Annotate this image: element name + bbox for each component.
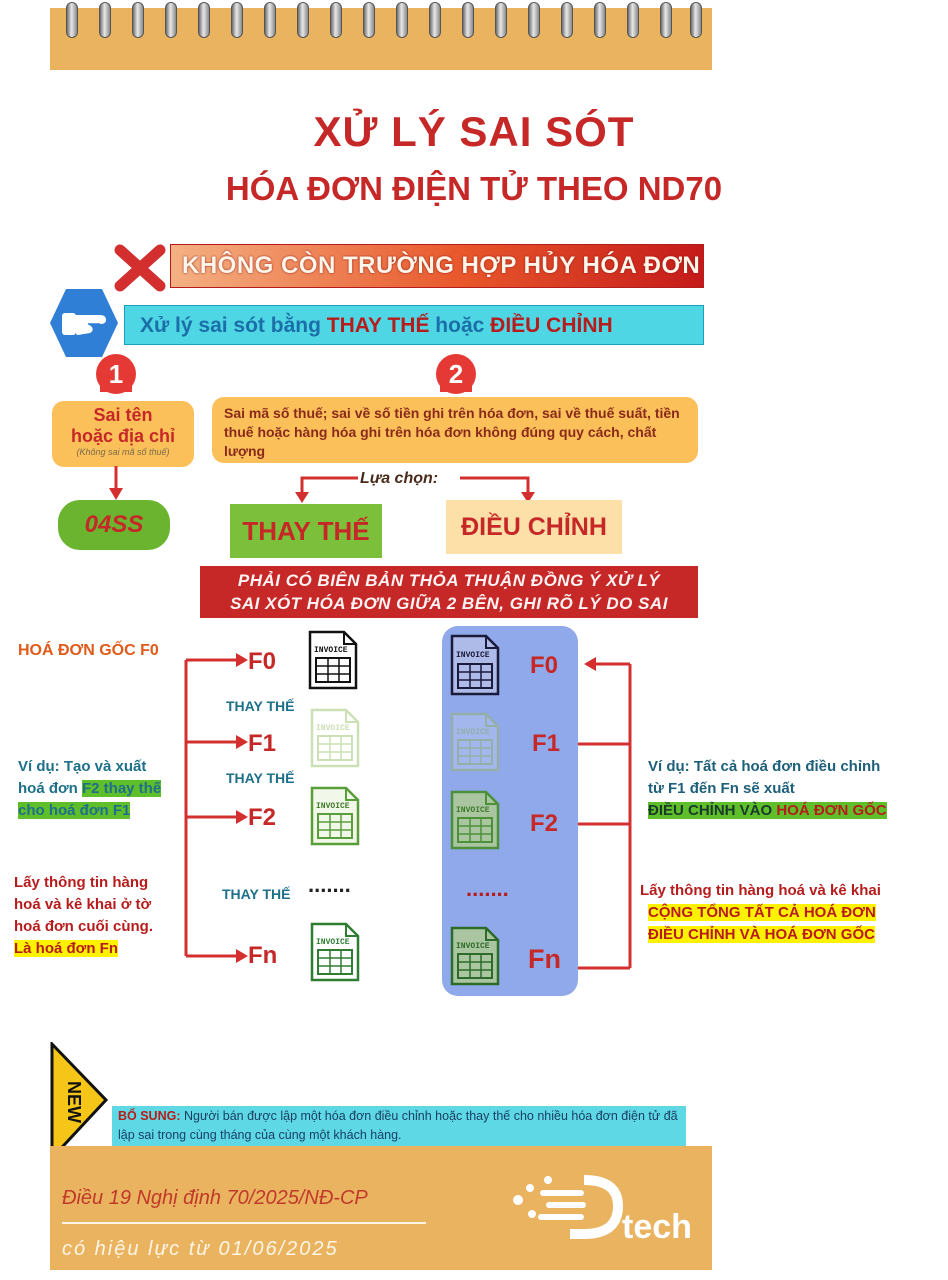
adjust-declare-line3: ĐIỀU CHỈNH VÀ HOÁ ĐƠN GỐC — [648, 926, 875, 943]
method-text — [140, 314, 613, 338]
invoice-icon-text: INVOICE — [316, 938, 350, 947]
spiral-ring-icon — [462, 2, 474, 38]
spiral-ring-icon — [264, 2, 276, 38]
tech-logo-text: tech — [622, 1208, 692, 1246]
spiral-ring-icon — [198, 2, 210, 38]
title-line-2: HÓA ĐƠN ĐIỆN TỬ THEO ND70 — [225, 170, 723, 207]
replace-declare — [14, 872, 153, 960]
case2-number-badge: 2 — [436, 354, 476, 394]
invoice-icon-text: INVOICE — [456, 806, 490, 815]
spiral-ring-icon — [429, 2, 441, 38]
invoice-icon — [308, 630, 358, 695]
spiral-ring-icon — [561, 2, 573, 38]
form-04ss-pill: 04SS — [58, 500, 170, 550]
method-option-adjust: ĐIỀU CHỈNH — [490, 314, 613, 337]
cross-icon — [112, 244, 168, 292]
tech-logo-icon — [500, 1166, 700, 1246]
spiral-ring-icon — [495, 2, 507, 38]
adjust-invoice-f2: F2 — [530, 810, 559, 837]
invoice-icon-text: INVOICE — [456, 651, 490, 660]
invoice-icon-text: INVOICE — [456, 728, 490, 737]
invoice-icon — [450, 634, 500, 701]
replace-declare-line4: Là hoá đơn Fn — [14, 940, 118, 957]
case1-line1: Sai tên — [93, 405, 153, 425]
case2-description: Sai mã số thuế; sai về số tiền ghi trên hóa đơn, sai về thuế suất, tiền thuế hoặc hàng hóa ghi trên hóa đơn không đúng quy cách, chất lượng — [212, 397, 698, 463]
adjust-dots: ....... — [466, 876, 509, 901]
supplement-text — [118, 1107, 688, 1145]
notebook-header — [50, 8, 712, 70]
replace-step-2: THAY THẾ — [226, 770, 295, 786]
agreement-line-1: PHẢI CÓ BIÊN BẢN THỎA THUẬN ĐỒNG Ý XỬ LÝ — [237, 571, 661, 590]
adjust-example — [648, 756, 887, 822]
invoice-icon-text: INVOICE — [316, 724, 350, 733]
supplement-label: BỔ SUNG: — [118, 1109, 181, 1123]
adjust-declare-line1: Lấy thông tin hàng hoá và kê khai — [640, 882, 881, 899]
arrow-down-icon — [106, 466, 126, 502]
invoice-icon-text: INVOICE — [456, 942, 490, 951]
no-cancel-text: KHÔNG CÒN TRƯỜNG HỢP HỦY HÓA ĐƠN — [182, 252, 701, 279]
spiral-ring-icon — [297, 2, 309, 38]
method-option-replace: THAY THẾ — [326, 314, 430, 337]
spiral-ring-icon — [165, 2, 177, 38]
replace-example-highlight: F2 thay thế — [82, 780, 162, 797]
original-arrow-icon — [188, 652, 228, 668]
pointing-hand-icon — [48, 287, 120, 359]
choose-label: Lựa chọn: — [360, 470, 439, 487]
spiral-ring-icon — [690, 2, 702, 38]
adjust-invoice-f1: F1 — [532, 730, 561, 757]
replace-invoice-f0: F0 — [248, 648, 277, 675]
replace-example-line1: Ví dụ: Tạo và xuất — [18, 758, 147, 775]
invoice-icon — [450, 926, 500, 991]
replace-step-3: THAY THẾ — [222, 886, 291, 902]
adjust-flow-arrows — [576, 652, 640, 976]
replace-declare-line3: hoá đơn cuối cùng. — [14, 918, 153, 935]
replace-example — [18, 756, 161, 822]
case1-note: (Không sai mã số thuế) — [76, 447, 170, 457]
spiral-ring-icon — [396, 2, 408, 38]
invoice-icon — [310, 708, 360, 773]
spiral-ring-icon — [66, 2, 78, 38]
adjust-example-line1: Ví dụ: Tất cả hoá đơn điều chỉnh — [648, 758, 881, 775]
replace-dots: ....... — [308, 872, 351, 897]
spiral-ring-icon — [363, 2, 375, 38]
method-connector: hoặc — [429, 314, 491, 337]
adjust-example-line2: từ F1 đến Fn sẽ xuất — [648, 780, 795, 797]
invoice-icon — [310, 786, 360, 851]
invoice-icon — [310, 922, 360, 987]
replace-declare-line1: Lấy thông tin hàng — [14, 874, 149, 891]
invoice-icon — [450, 712, 500, 777]
replace-declare-line2: hoá và kê khai ở tờ — [14, 896, 152, 913]
new-badge-icon — [50, 1042, 108, 1160]
spiral-ring-icon — [330, 2, 342, 38]
spiral-ring-icon — [231, 2, 243, 38]
replace-invoice-f2: F2 — [248, 804, 277, 831]
adjust-example-line3a: ĐIỀU CHỈNH VÀO — [648, 802, 777, 819]
replace-example-line2: hoá đơn — [18, 780, 82, 797]
original-invoice-label: HOÁ ĐƠN GỐC F0 — [18, 642, 159, 659]
adjust-invoice-f0: F0 — [530, 652, 559, 679]
adjust-example-line3b: HOÁ ĐƠN GỐC — [776, 802, 887, 819]
agreement-text — [200, 569, 698, 615]
footer-decree: Điều 19 Nghị định 70/2025/NĐ-CP — [62, 1187, 368, 1209]
supplement-body: Người bán được lập một hóa đơn điều chỉnh hoặc thay thế cho nhiều hóa đơn điện tử đã lập sai trong cùng tháng của cùng một khách hàng. — [118, 1109, 678, 1142]
invoice-icon-text: INVOICE — [316, 802, 350, 811]
case1-box — [52, 401, 194, 467]
replace-invoice-fn: Fn — [248, 942, 278, 969]
option-replace: THAY THẾ — [230, 504, 382, 558]
replace-invoice-f1: F1 — [248, 730, 277, 757]
case1-number-badge: 1 — [96, 354, 136, 394]
invoice-icon-text: INVOICE — [314, 646, 348, 655]
adjust-invoice-fn: Fn — [528, 944, 561, 974]
spiral-ring-icon — [627, 2, 639, 38]
spiral-ring-icon — [594, 2, 606, 38]
spiral-ring-icon — [99, 2, 111, 38]
adjust-declare — [640, 880, 881, 946]
replace-step-1: THAY THẾ — [226, 698, 295, 714]
case1-line2: hoặc địa chỉ — [70, 426, 176, 446]
new-badge-text: NEW — [64, 1081, 84, 1123]
spiral-ring-icon — [660, 2, 672, 38]
spiral-ring-icon — [132, 2, 144, 38]
spiral-ring-icon — [528, 2, 540, 38]
agreement-line-2: SAI XÓT HÓA ĐƠN GIỮA 2 BÊN, GHI RÕ LÝ DO SAI — [230, 594, 668, 613]
invoice-icon — [450, 790, 500, 855]
option-adjust: ĐIỀU CHỈNH — [446, 500, 622, 554]
footer-divider — [62, 1222, 426, 1224]
title-line-1: XỬ LÝ SAI SÓT — [313, 108, 635, 155]
replace-example-line3: cho hoá đơn F1 — [18, 802, 131, 819]
adjust-declare-line2: CỘNG TỔNG TẤT CẢ HOÁ ĐƠN — [648, 904, 876, 921]
footer-effective-date: có hiệu lực từ 01/06/2025 — [62, 1238, 339, 1260]
method-prefix: Xử lý sai sót bằng — [140, 314, 327, 337]
